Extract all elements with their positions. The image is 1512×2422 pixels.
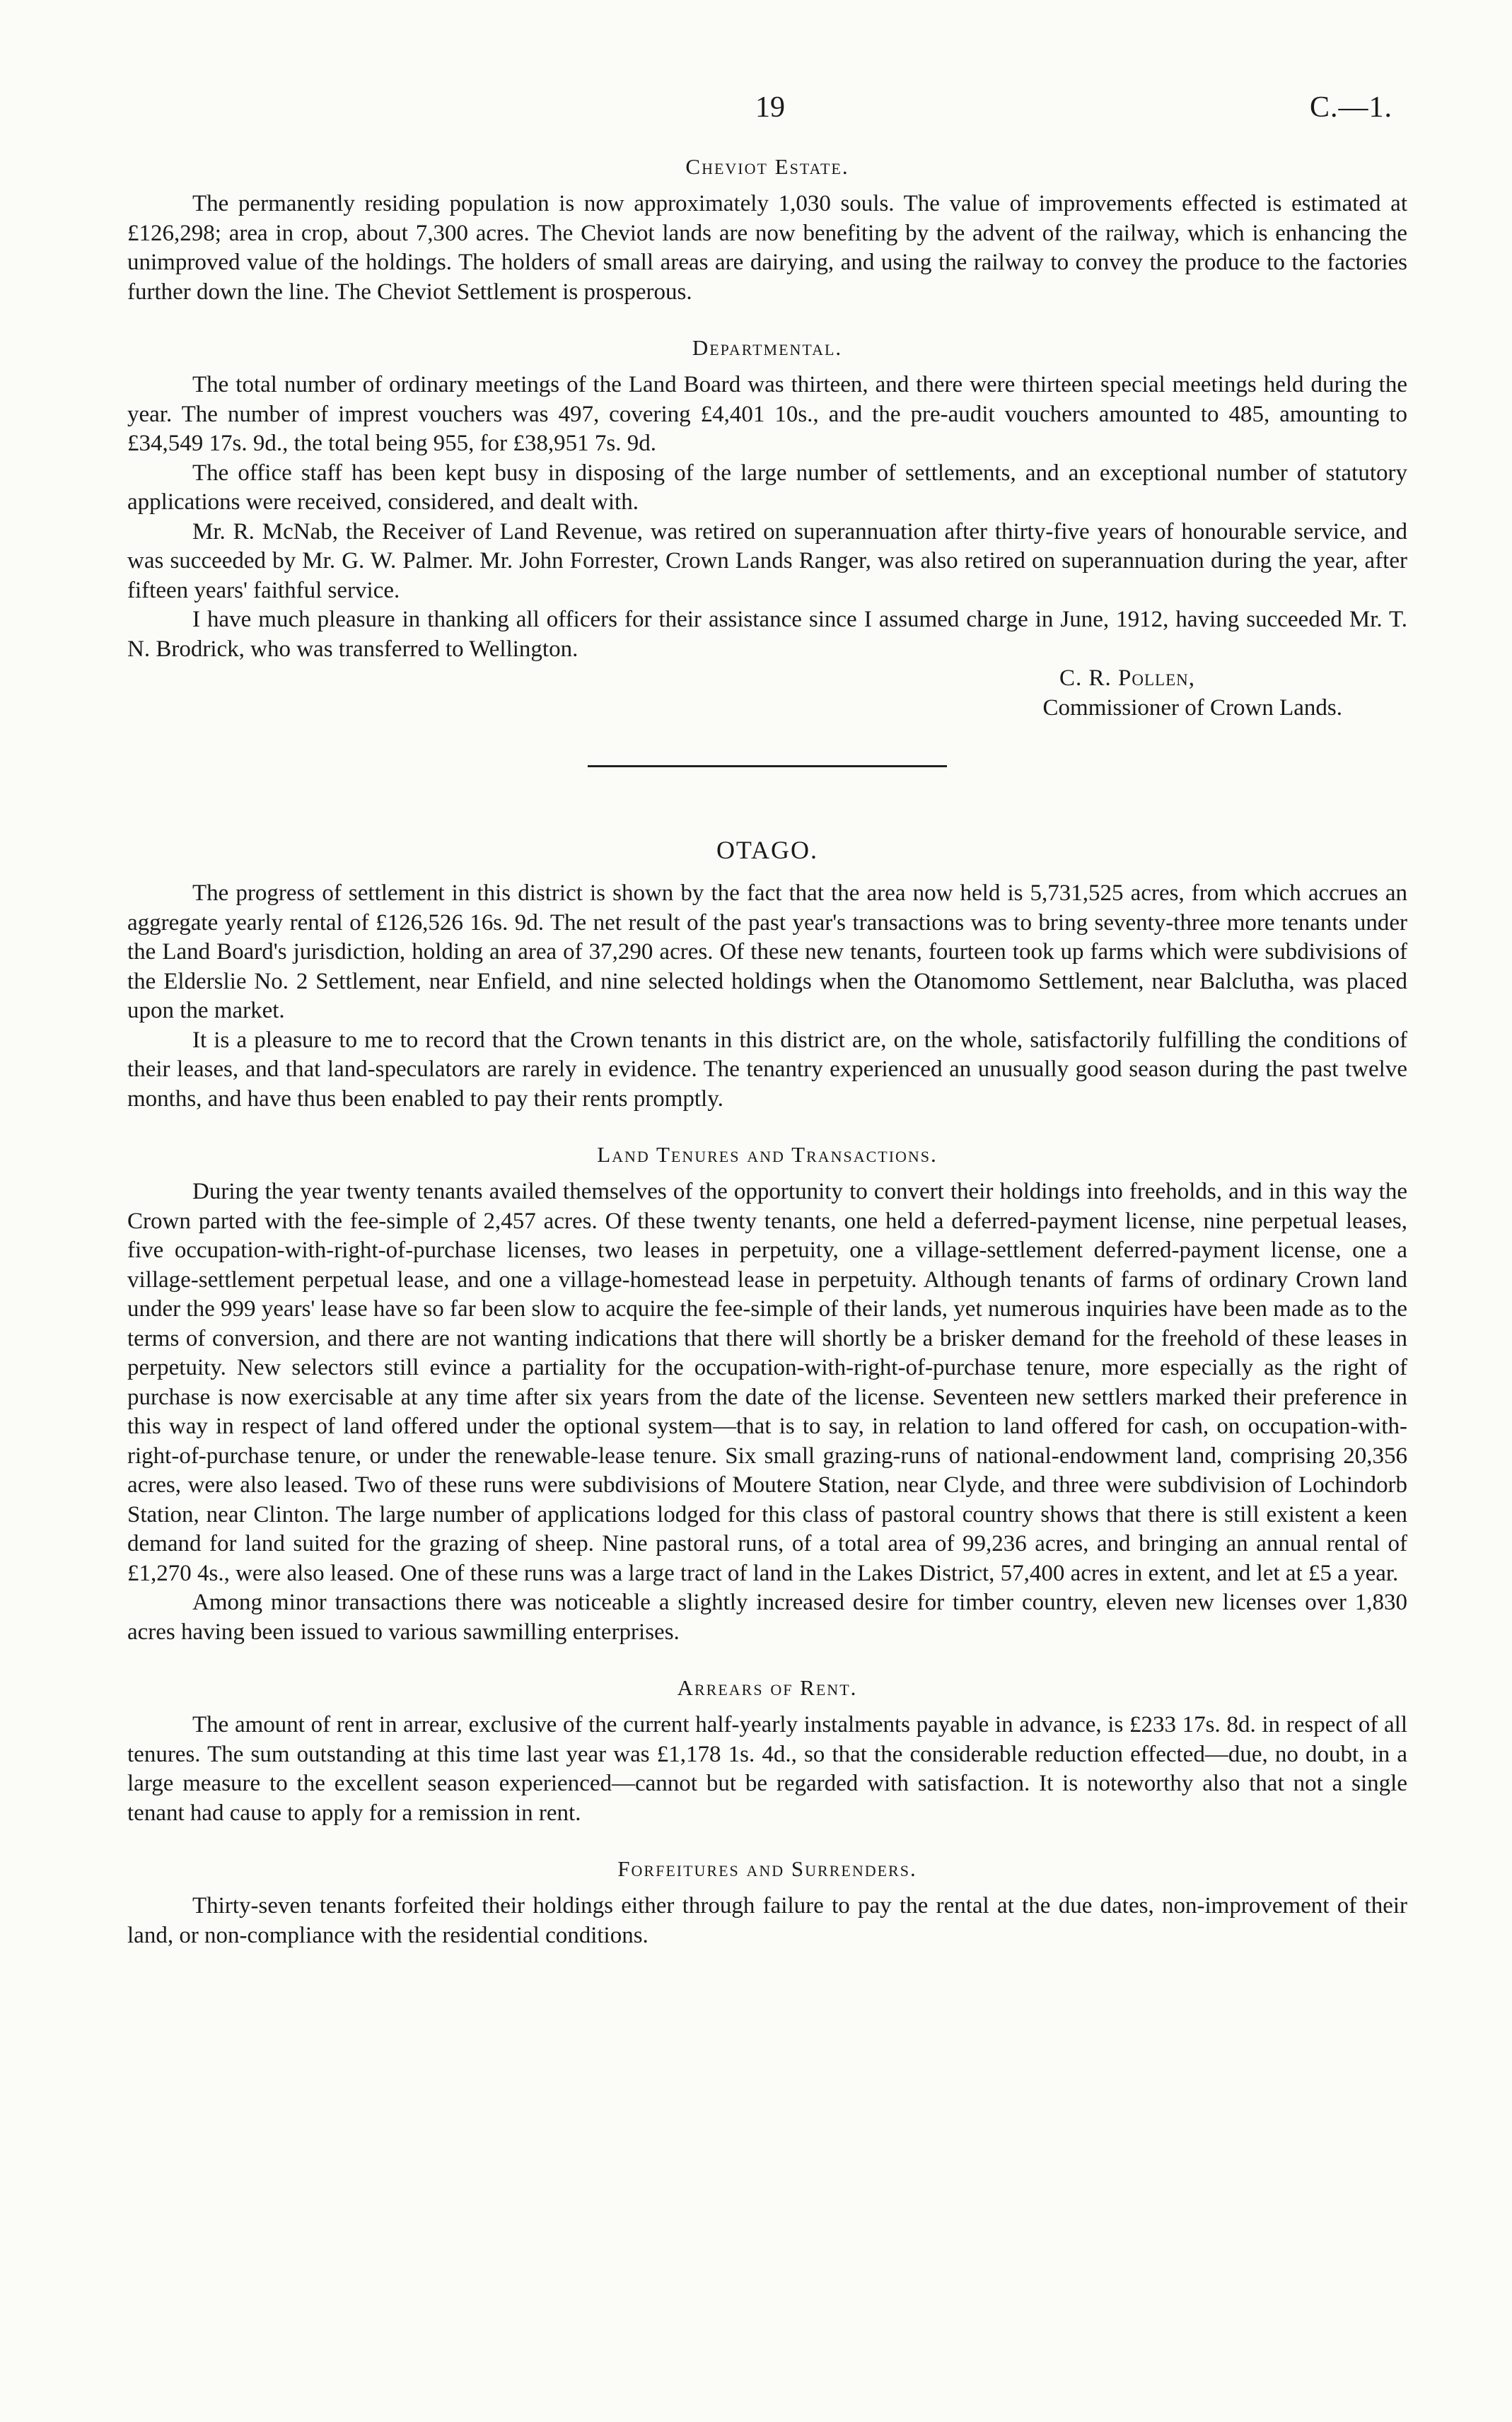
paragraph: Mr. R. McNab, the Receiver of Land Revenue, was retired on superannuation after thirty-five years of honourable service, and was succeeded by Mr. G. W. Palmer. Mr. John Forrester, Crown Lands Ranger, was also retired on superannuation during the year, after fifteen years' faithful service. (127, 518, 1407, 603)
section-heading: Forfeitures and Surrenders. (617, 1856, 917, 1881)
paragraph: It is a pleasure to me to record that the Crown tenants in this district are, on the whole, satisfactorily fulfilling the conditions of their leases, and that land-speculators are rarely in evidence. The tenantry experienced an unusually good season during the past twelve months, and have thus been enabled to pay their rents promptly. (127, 1027, 1407, 1112)
paragraph: During the year twenty tenants availed themselves of the opportunity to convert their holdings into freeholds, and in this way the Crown parted with the fee-simple of 2,457 acres. Of these twenty tenants, one held a deferred-payment license, nine perpetual leases, five occupation-with-right-of-purchase licenses, two leases in perpetuity, one a village-settlement deferred-payment license, one a village-settlement perpetual lease, and one a village-homestead lease in perpetuity. Although tenants of farms of ordinary Crown land under the 999 years' lease have so far been slow to acquire the fee-simple of their lands, yet numerous inquiries have been made as to the terms of conversion, and there are not wanting indications that there will shortly be a brisker demand for the freehold of these leases in perpetuity. New selectors still evince a partiality for the occupation-with-right-of-purchase tenure, more especially as the right of purchase is now exercisable at any time after six years from the date of the license. Seventeen new settlers marked their preference in this way in respect of land offered under the optional system—that is to say, in relation to land offered for cash, on occupation-with-right-of-purchase tenure, or under the renewable-lease tenure. Six small grazing-runs of national-endowment land, comprising 20,356 acres, were also leased. Two of these runs were subdivisions of Moutere Station, near Clyde, and three were subdivision of Lochindorb Station, near Clinton. The large number of applications lodged for this class of pastoral country shows that there is still existent a keen demand for land suited for the grazing of sheep. Nine pastoral runs, of a total area of 99,236 acres, and bringing an annual rental of £1,270 4s., were also leased. One of these runs was a large tract of land in the Lakes District, 57,400 acres in extent, and let at £5 a year. (127, 1179, 1407, 1586)
paragraph: Thirty-seven tenants forfeited their holdings either through failure to pay the rental at the due dates, non-improvement of their land, or non-compliance with the residential conditions. (127, 1893, 1407, 1948)
paragraph: I have much pleasure in thanking all officers for their assistance since I assumed charge in June, 1912, having succeeded Mr. T. N. Brodrick, who was transferred to Wellington. (127, 607, 1407, 662)
section-heading: Land Tenures and Transactions. (597, 1142, 938, 1167)
forfeitures-section (127, 1856, 1407, 1950)
section-heading: Arrears of Rent. (677, 1675, 858, 1700)
signature-name: C. R. Pollen, (1059, 665, 1195, 691)
signature-title: Commissioner of Crown Lands. (1042, 694, 1342, 721)
page-header (0, 91, 1512, 133)
paragraph: Among minor transactions there was noticeable a slightly increased desire for timber country, eleven new licenses over 1,830 acres having been issued to various sawmilling enterprises. (127, 1590, 1407, 1645)
arrears-section (127, 1675, 1407, 1828)
signature-block (127, 664, 1407, 723)
section-heading: Cheviot Estate. (685, 154, 849, 179)
paragraph: The permanently residing population is now approximately 1,030 souls. The value of improvements effected is estimated at £126,298; area in crop, about 7,300 acres. The Cheviot lands are now benefiting by the advent of the railway, which is enhancing the unimproved value of the holdings. The holders of small areas are dairying, and using the railway to convey the produce to the factories further down the line. The Cheviot Settlement is prosperous. (127, 191, 1407, 305)
document-reference: C.—1. (1310, 91, 1393, 124)
page-number: 19 (755, 91, 785, 124)
otago-section (127, 835, 1407, 1114)
cheviot-estate-section (127, 154, 1407, 307)
land-tenures-section (127, 1142, 1407, 1647)
departmental-section (127, 335, 1407, 723)
paragraph: The office staff has been kept busy in disposing of the large number of settlements, and an exceptional number of statutory applications were received, considered, and dealt with. (127, 460, 1407, 515)
paragraph: The total number of ordinary meetings of the Land Board was thirteen, and there were thirteen special meetings held during the year. The number of imprest vouchers was 497, covering £4,401 10s., and the pre-audit vouchers amounted to 485, amounting to £34,549 17s. 9d., the total being 955, for £38,951 7s. 9d. (127, 372, 1407, 456)
page-body (127, 154, 1407, 1950)
district-heading: OTAGO. (716, 836, 819, 864)
section-heading: Departmental. (692, 335, 843, 360)
paragraph: The amount of rent in arrear, exclusive of the current half-yearly instalments payable in advance, is £233 17s. 8d. in respect of all tenures. The sum outstanding at this time last year was £1,178 1s. 4d., so that the considerable reduction effected—due, no doubt, in a large measure to the excellent season experienced—cannot but be regarded with satisfaction. It is noteworthy also that not a single tenant had cause to apply for a remission in rent. (127, 1712, 1407, 1826)
paragraph: The progress of settlement in this district is shown by the fact that the area now held is 5,731,525 acres, from which accrues an aggregate yearly rental of £126,526 16s. 9d. The net result of the past year's transactions was to bring seventy-three more tenants under the Land Board's jurisdiction, holding an area of 37,290 acres. Of these new tenants, fourteen took up farms which were subdivisions of the Elderslie No. 2 Settlement, near Enfield, and nine selected holdings when the Otanomomo Settlement, near Balclutha, was placed upon the market. (127, 880, 1407, 1023)
